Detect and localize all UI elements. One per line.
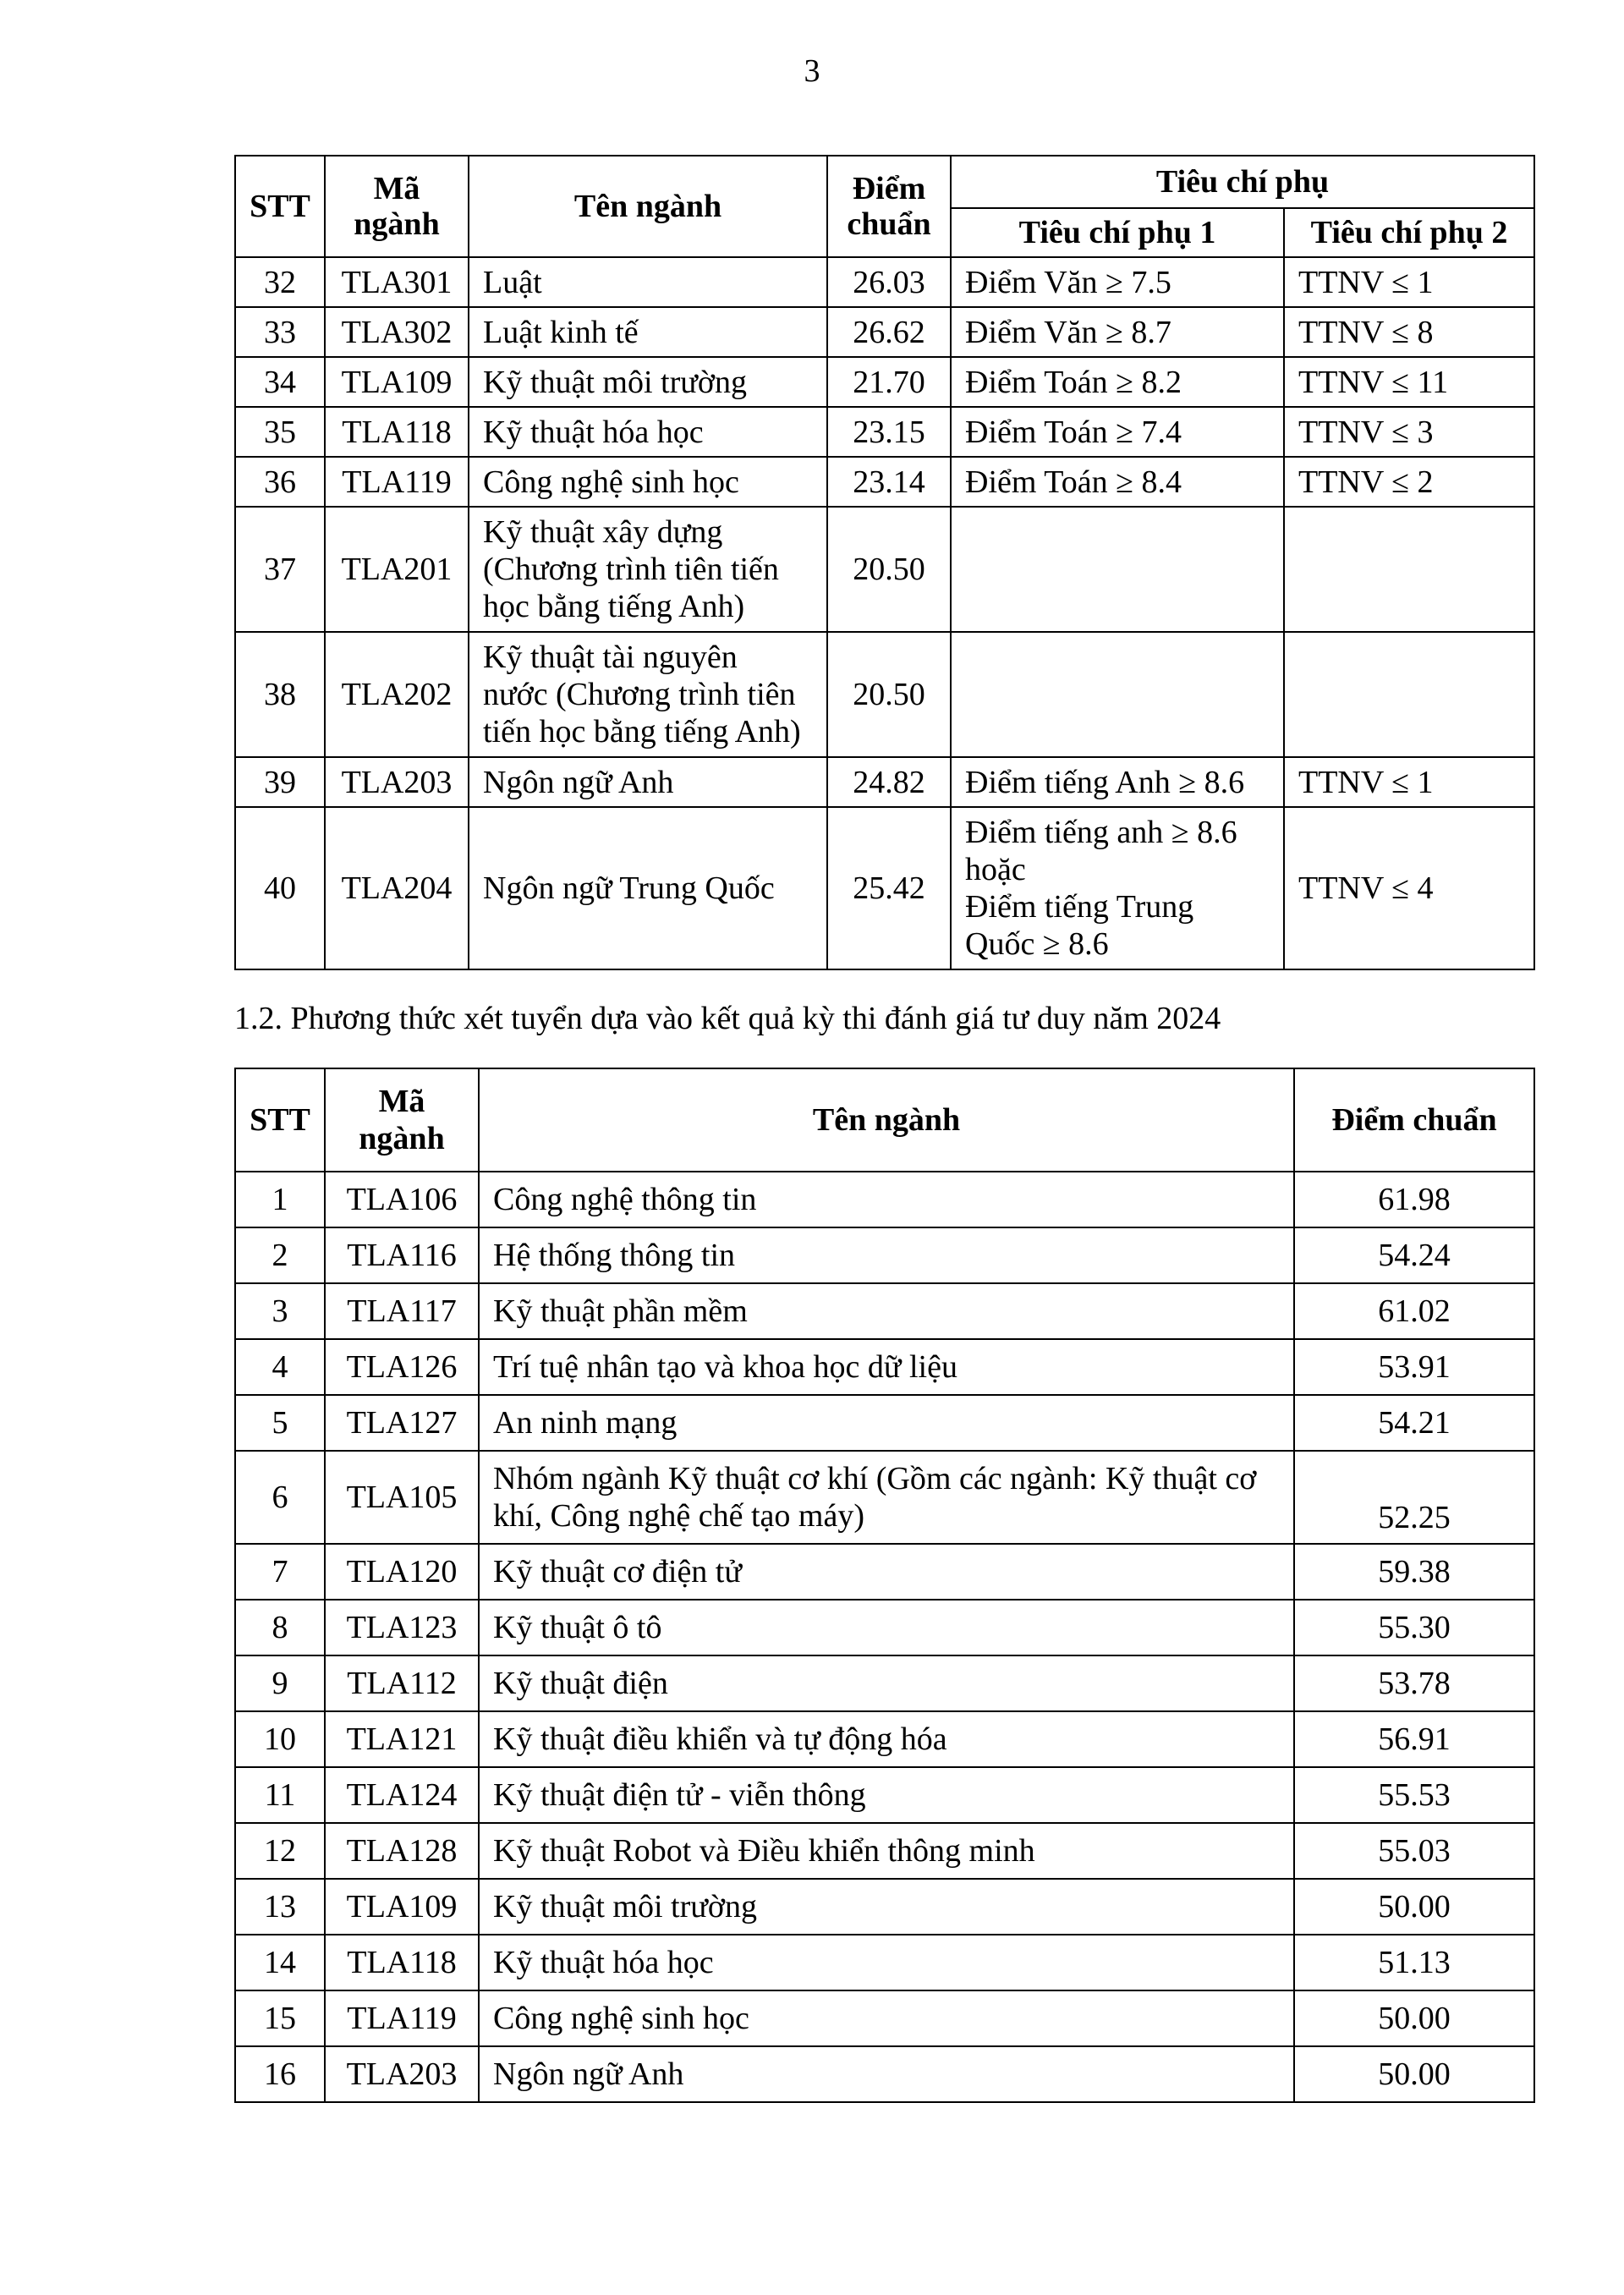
cell-diem-chuan: 23.15 <box>827 407 951 457</box>
table-row <box>235 1283 1534 1339</box>
cell-tieu-chi-phu-1: Điểm Toán ≥ 8.2 <box>951 357 1284 407</box>
cell-ma-nganh: TLA112 <box>325 1655 479 1711</box>
header-tieu-chi-phu-1: Tiêu chí phụ 1 <box>951 208 1284 257</box>
cell-diem-chuan: 56.91 <box>1294 1711 1534 1767</box>
cell-tieu-chi-phu-1: Điểm Văn ≥ 8.7 <box>951 307 1284 357</box>
cell-stt: 6 <box>235 1451 325 1544</box>
cell-stt: 11 <box>235 1767 325 1823</box>
cell-diem-chuan: 20.50 <box>827 632 951 757</box>
cell-tieu-chi-phu-2 <box>1284 507 1534 632</box>
table-row <box>235 1395 1534 1451</box>
cell-tieu-chi-phu-1: Điểm tiếng Anh ≥ 8.6 <box>951 757 1284 807</box>
cell-diem-chuan: 55.03 <box>1294 1823 1534 1879</box>
cell-ma-nganh: TLA127 <box>325 1395 479 1451</box>
cell-stt: 4 <box>235 1339 325 1395</box>
admission-score-table-1 <box>234 155 1535 970</box>
cell-ten-nganh: Kỹ thuật điện tử - viễn thông <box>479 1767 1294 1823</box>
cell-stt: 15 <box>235 1990 325 2046</box>
cell-diem-chuan: 54.21 <box>1294 1395 1534 1451</box>
cell-stt: 13 <box>235 1879 325 1935</box>
header-ma-nganh: Mã ngành <box>325 156 469 257</box>
table-row <box>235 1767 1534 1823</box>
cell-ten-nganh: Kỹ thuật ô tô <box>479 1600 1294 1655</box>
page-number: 3 <box>804 53 820 89</box>
cell-ten-nganh: Kỹ thuật Robot và Điều khiển thông minh <box>479 1823 1294 1879</box>
cell-diem-chuan: 50.00 <box>1294 2046 1534 2102</box>
table-row <box>235 357 1534 407</box>
table-row <box>235 1451 1534 1544</box>
cell-ma-nganh: TLA120 <box>325 1544 479 1600</box>
cell-stt: 8 <box>235 1600 325 1655</box>
header-ten-nganh: Tên ngành <box>469 156 827 257</box>
cell-stt: 14 <box>235 1935 325 1990</box>
header-tieu-chi-phu-2: Tiêu chí phụ 2 <box>1284 208 1534 257</box>
cell-ten-nganh: Hệ thống thông tin <box>479 1227 1294 1283</box>
cell-diem-chuan: 61.98 <box>1294 1172 1534 1227</box>
table-row <box>235 2046 1534 2102</box>
cell-ten-nganh: Kỹ thuật hóa học <box>469 407 827 457</box>
cell-tieu-chi-phu-2: TTNV ≤ 2 <box>1284 457 1534 507</box>
table-row <box>235 1227 1534 1283</box>
cell-ten-nganh: Ngôn ngữ Anh <box>469 757 827 807</box>
cell-ten-nganh: Kỹ thuật môi trường <box>469 357 827 407</box>
cell-stt: 7 <box>235 1544 325 1600</box>
cell-tieu-chi-phu-1 <box>951 507 1284 632</box>
cell-stt: 36 <box>235 457 325 507</box>
cell-ten-nganh: Kỹ thuật phần mềm <box>479 1283 1294 1339</box>
table-row <box>235 1172 1534 1227</box>
cell-ma-nganh: TLA204 <box>325 807 469 969</box>
cell-diem-chuan: 55.30 <box>1294 1600 1534 1655</box>
cell-stt: 40 <box>235 807 325 969</box>
cell-diem-chuan: 24.82 <box>827 757 951 807</box>
cell-ten-nganh: Kỹ thuật cơ điện tử <box>479 1544 1294 1600</box>
cell-diem-chuan: 50.00 <box>1294 1879 1534 1935</box>
cell-diem-chuan: 61.02 <box>1294 1283 1534 1339</box>
table-row <box>235 1544 1534 1600</box>
cell-diem-chuan: 23.14 <box>827 457 951 507</box>
cell-stt: 9 <box>235 1655 325 1711</box>
table-row <box>235 307 1534 357</box>
cell-diem-chuan: 53.78 <box>1294 1655 1534 1711</box>
cell-diem-chuan: 51.13 <box>1294 1935 1534 1990</box>
cell-ten-nganh: Kỹ thuật điều khiển và tự động hóa <box>479 1711 1294 1767</box>
cell-ma-nganh: TLA119 <box>325 457 469 507</box>
cell-tieu-chi-phu-1 <box>951 632 1284 757</box>
cell-stt: 35 <box>235 407 325 457</box>
admission-score-table-2 <box>234 1068 1535 2103</box>
cell-ma-nganh: TLA201 <box>325 507 469 632</box>
cell-stt: 37 <box>235 507 325 632</box>
cell-tieu-chi-phu-2 <box>1284 632 1534 757</box>
table-row <box>235 807 1534 969</box>
cell-diem-chuan: 59.38 <box>1294 1544 1534 1600</box>
cell-ma-nganh: TLA109 <box>325 357 469 407</box>
cell-ma-nganh: TLA302 <box>325 307 469 357</box>
cell-stt: 33 <box>235 307 325 357</box>
table-row <box>235 1339 1534 1395</box>
cell-ten-nganh: Trí tuệ nhân tạo và khoa học dữ liệu <box>479 1339 1294 1395</box>
cell-diem-chuan: 54.24 <box>1294 1227 1534 1283</box>
cell-diem-chuan: 55.53 <box>1294 1767 1534 1823</box>
cell-stt: 32 <box>235 257 325 307</box>
cell-ten-nganh: Kỹ thuật môi trường <box>479 1879 1294 1935</box>
table-row <box>235 1935 1534 1990</box>
cell-ma-nganh: TLA118 <box>325 407 469 457</box>
cell-stt: 10 <box>235 1711 325 1767</box>
cell-ma-nganh: TLA124 <box>325 1767 479 1823</box>
cell-ten-nganh: Kỹ thuật xây dựng (Chương trình tiên tiến học bằng tiếng Anh) <box>469 507 827 632</box>
cell-stt: 2 <box>235 1227 325 1283</box>
cell-ma-nganh: TLA202 <box>325 632 469 757</box>
cell-ma-nganh: TLA105 <box>325 1451 479 1544</box>
cell-ten-nganh: Luật kinh tế <box>469 307 827 357</box>
cell-stt: 3 <box>235 1283 325 1339</box>
header-stt: STT <box>235 156 325 257</box>
table-row <box>235 1711 1534 1767</box>
cell-ten-nganh: Nhóm ngành Kỹ thuật cơ khí (Gồm các ngành: Kỹ thuật cơ khí, Công nghệ chế tạo máy) <box>479 1451 1294 1544</box>
cell-ma-nganh: TLA203 <box>325 757 469 807</box>
cell-ma-nganh: TLA121 <box>325 1711 479 1767</box>
header-ma-nganh: Mã ngành <box>325 1068 479 1172</box>
cell-ma-nganh: TLA118 <box>325 1935 479 1990</box>
cell-tieu-chi-phu-2: TTNV ≤ 3 <box>1284 407 1534 457</box>
cell-ma-nganh: TLA116 <box>325 1227 479 1283</box>
cell-tieu-chi-phu-2: TTNV ≤ 4 <box>1284 807 1534 969</box>
cell-ten-nganh: Công nghệ thông tin <box>479 1172 1294 1227</box>
table-row <box>235 507 1534 632</box>
cell-diem-chuan: 52.25 <box>1294 1451 1534 1544</box>
cell-ten-nganh: Công nghệ sinh học <box>469 457 827 507</box>
header-tieu-chi-phu: Tiêu chí phụ <box>951 156 1534 208</box>
cell-ten-nganh: An ninh mạng <box>479 1395 1294 1451</box>
section-heading: 1.2. Phương thức xét tuyển dựa vào kết quả kỳ thi đánh giá tư duy năm 2024 <box>234 1001 1221 1036</box>
cell-diem-chuan: 21.70 <box>827 357 951 407</box>
table-row <box>235 757 1534 807</box>
cell-ten-nganh: Kỹ thuật điện <box>479 1655 1294 1711</box>
cell-stt: 34 <box>235 357 325 407</box>
cell-ten-nganh: Công nghệ sinh học <box>479 1990 1294 2046</box>
table-row <box>235 257 1534 307</box>
cell-ten-nganh: Luật <box>469 257 827 307</box>
header-ten-nganh: Tên ngành <box>479 1068 1294 1172</box>
cell-ma-nganh: TLA123 <box>325 1600 479 1655</box>
header-diem-chuan: Điểm chuẩn <box>1294 1068 1534 1172</box>
table-row <box>235 457 1534 507</box>
table-row <box>235 407 1534 457</box>
cell-ma-nganh: TLA301 <box>325 257 469 307</box>
cell-ten-nganh: Ngôn ngữ Anh <box>479 2046 1294 2102</box>
table-row <box>235 1879 1534 1935</box>
table-row <box>235 1600 1534 1655</box>
table-row <box>235 1823 1534 1879</box>
cell-tieu-chi-phu-1: Điểm Văn ≥ 7.5 <box>951 257 1284 307</box>
cell-ma-nganh: TLA106 <box>325 1172 479 1227</box>
cell-stt: 1 <box>235 1172 325 1227</box>
header-diem-chuan: Điểm chuẩn <box>827 156 951 257</box>
table-row <box>235 1655 1534 1711</box>
cell-ten-nganh: Kỹ thuật hóa học <box>479 1935 1294 1990</box>
cell-ten-nganh: Kỹ thuật tài nguyên nước (Chương trình tiên tiến học bằng tiếng Anh) <box>469 632 827 757</box>
table1-body <box>235 257 1534 969</box>
cell-tieu-chi-phu-1: Điểm tiếng anh ≥ 8.6 hoặc Điểm tiếng Trung Quốc ≥ 8.6 <box>951 807 1284 969</box>
cell-diem-chuan: 26.62 <box>827 307 951 357</box>
cell-ma-nganh: TLA128 <box>325 1823 479 1879</box>
header-stt: STT <box>235 1068 325 1172</box>
cell-stt: 39 <box>235 757 325 807</box>
cell-stt: 38 <box>235 632 325 757</box>
cell-ten-nganh: Ngôn ngữ Trung Quốc <box>469 807 827 969</box>
cell-tieu-chi-phu-2: TTNV ≤ 1 <box>1284 757 1534 807</box>
table2-body <box>235 1172 1534 2102</box>
cell-ma-nganh: TLA109 <box>325 1879 479 1935</box>
cell-stt: 5 <box>235 1395 325 1451</box>
cell-diem-chuan: 20.50 <box>827 507 951 632</box>
cell-ma-nganh: TLA117 <box>325 1283 479 1339</box>
cell-diem-chuan: 26.03 <box>827 257 951 307</box>
cell-ma-nganh: TLA119 <box>325 1990 479 2046</box>
cell-stt: 16 <box>235 2046 325 2102</box>
cell-tieu-chi-phu-1: Điểm Toán ≥ 7.4 <box>951 407 1284 457</box>
cell-tieu-chi-phu-1: Điểm Toán ≥ 8.4 <box>951 457 1284 507</box>
cell-diem-chuan: 50.00 <box>1294 1990 1534 2046</box>
table-row <box>235 1990 1534 2046</box>
cell-tieu-chi-phu-2: TTNV ≤ 8 <box>1284 307 1534 357</box>
cell-ma-nganh: TLA126 <box>325 1339 479 1395</box>
cell-stt: 12 <box>235 1823 325 1879</box>
cell-tieu-chi-phu-2: TTNV ≤ 1 <box>1284 257 1534 307</box>
table-row <box>235 632 1534 757</box>
cell-diem-chuan: 25.42 <box>827 807 951 969</box>
cell-ma-nganh: TLA203 <box>325 2046 479 2102</box>
cell-diem-chuan: 53.91 <box>1294 1339 1534 1395</box>
cell-tieu-chi-phu-2: TTNV ≤ 11 <box>1284 357 1534 407</box>
